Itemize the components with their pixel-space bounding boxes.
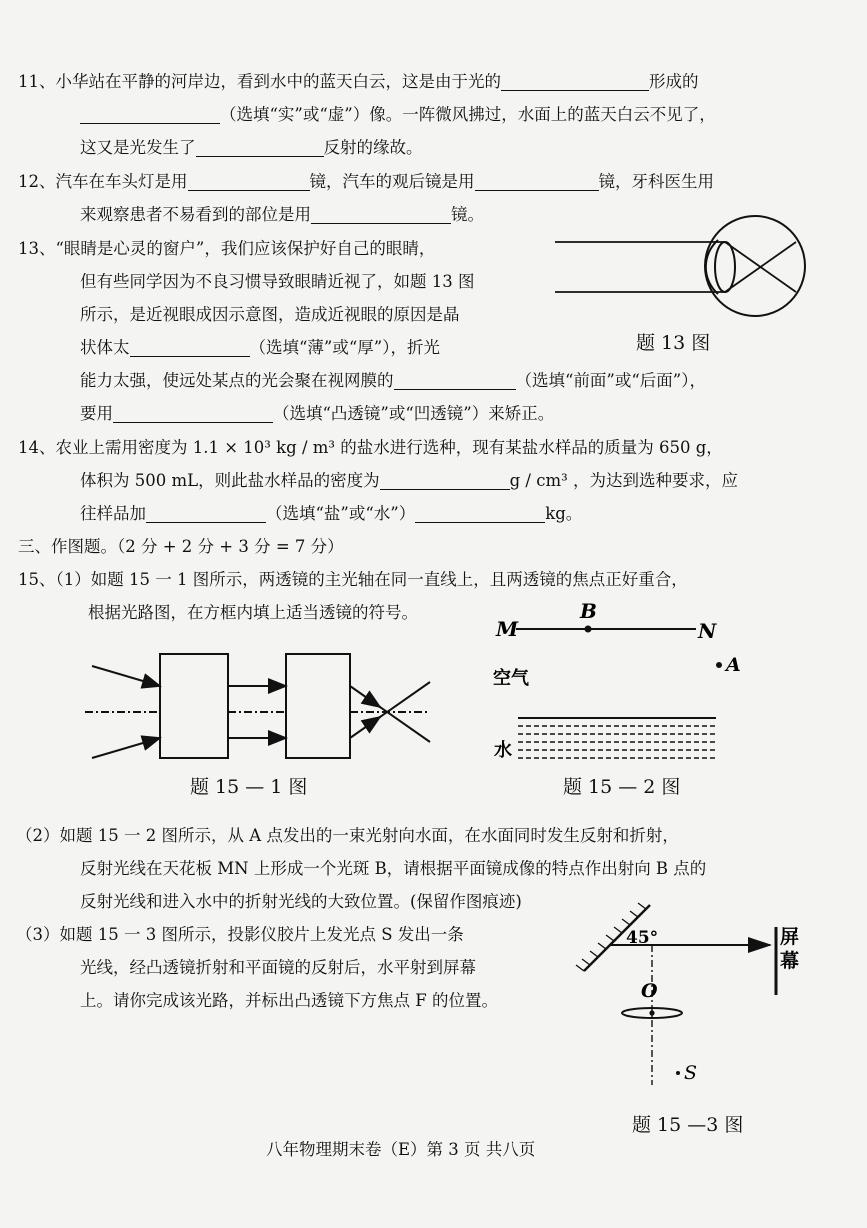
q12-blank-2[interactable] <box>475 172 599 191</box>
lens-box-2[interactable] <box>286 654 350 758</box>
q11-text-d: 这又是光发生了 <box>80 138 196 157</box>
q14-blank-2[interactable] <box>146 504 266 523</box>
q15-p3-line3: 上。请你完成该光路，并标出凸透镜下方焦点 F 的位置。 <box>80 991 498 1010</box>
q15-p1-line2: 根据光路图，在方框内填上适当透镜的符号。 <box>88 603 418 622</box>
q14-blank-1[interactable] <box>380 471 510 490</box>
section-3-heading: 三、作图题。（2 分 + 2 分 + 3 分 = 7 分） <box>18 537 344 556</box>
q13-text-a: 状体太 <box>80 338 130 357</box>
q15-p3-line2: 光线，经凸透镜折射和平面镜的反射后，水平射到屏幕 <box>80 958 476 977</box>
fig13-caption: 题 13 图 <box>636 332 711 354</box>
q12-text-d: 来观察患者不易看到的部位是用 <box>80 205 311 224</box>
q12-text-e: 镜。 <box>451 205 484 224</box>
screen-label-1: 屏 <box>780 926 800 948</box>
q11-text-a: 11、小华站在平静的河岸边，看到水中的蓝天白云，这是由于光的 <box>18 72 501 91</box>
q13-line1: 13、“眼睛是心灵的窗户”，我们应该保护好自己的眼睛， <box>18 239 436 258</box>
q13-text-c: 能力太强，使远处某点的光会聚在视网膜的 <box>80 371 394 390</box>
q13-line5 <box>80 369 706 393</box>
q13-line3: 所示，是近视眼成因示意图，造成近视眼的原因是晶 <box>80 305 460 324</box>
q11-line3 <box>80 136 423 160</box>
exit-ray-2 <box>350 682 430 738</box>
label-S: S <box>684 1062 698 1084</box>
q13-text-e: 要用 <box>80 404 113 423</box>
q13-blank-1[interactable] <box>130 338 250 357</box>
eye-lens <box>715 242 735 292</box>
q14-text-d: （选填“盐”或“水”） <box>266 504 416 523</box>
exit-arrow-2 <box>365 717 380 727</box>
q15-p2-line1: （2）如题 15 一 2 图所示，从 A 点发出的一束光射向水面，在水面同时发生反射和折射， <box>16 826 679 845</box>
q14-line1: 14、农业上需用密度为 1.1 × 10³ kg / m³ 的盐水进行选种，现有某盐水样品的质量为 650 g， <box>18 438 723 457</box>
projector-diagram <box>570 905 815 1090</box>
q11-text-e: 反射的缘故。 <box>323 138 423 157</box>
screen-label-2: 幕 <box>780 950 800 972</box>
q15-p2-line2: 反射光线在天花板 MN 上形成一个光斑 B，请根据平面镜成像的特点作出射向 B 点的 <box>80 859 707 878</box>
q14-text-c: 往样品加 <box>80 504 146 523</box>
q13-line2: 但有些同学因为不良习惯导致眼睛近视了，如题 13 图 <box>80 272 475 291</box>
q14-text-b: g / cm³ ，为达到选种要求，应 <box>509 471 738 490</box>
q11-blank-1[interactable] <box>501 72 649 91</box>
q14-blank-3[interactable] <box>415 504 545 523</box>
q11-text-b: 形成的 <box>649 72 699 91</box>
point-S-dot <box>676 1071 680 1075</box>
q13-text-d: （选填“前面”或“后面”）， <box>515 371 706 390</box>
fig15-1-caption: 题 15 — 1 图 <box>190 776 308 798</box>
q14-text-a: 体积为 500 mL，则此盐水样品的密度为 <box>80 471 380 490</box>
label-air: 空气 <box>493 668 529 689</box>
q12-line2 <box>80 203 484 227</box>
q11-text-c: （选填“实”或“虚”）像。一阵微风拂过，水面上的蓝天白云不见了， <box>220 105 716 124</box>
q14-text-e: kg。 <box>545 504 583 523</box>
q11-blank-3[interactable] <box>196 138 324 157</box>
q15-p3-line1: （3）如题 15 一 3 图所示，投影仪胶片上发光点 S 发出一条 <box>16 925 464 944</box>
q11-line2 <box>80 103 716 127</box>
q12-blank-1[interactable] <box>188 172 310 191</box>
q13-text-f: （选填“凸透镜”或“凹透镜”）来矫正。 <box>273 404 555 423</box>
reflection-diagram <box>490 599 750 770</box>
q13-blank-2[interactable] <box>394 371 516 390</box>
q15-p1-line1: 15、（1）如题 15 一 1 图所示，两透镜的主光轴在同一直线上，且两透镜的焦点正好重合， <box>18 570 688 589</box>
q12-blank-3[interactable] <box>311 205 451 224</box>
label-M: M <box>496 617 519 641</box>
point-B-dot <box>585 626 592 633</box>
q12-line1 <box>18 170 714 194</box>
label-water: 水 <box>494 740 512 761</box>
lens-box-1[interactable] <box>160 654 228 758</box>
q12-text-b: 镜，汽车的观后镜是用 <box>309 172 475 191</box>
eyeball <box>705 216 805 316</box>
incident-ray-top <box>92 666 160 686</box>
lens-center <box>649 1010 654 1015</box>
q12-text-a: 12、汽车在车头灯是用 <box>18 172 188 191</box>
exit-arrow-1 <box>365 697 380 707</box>
point-A-dot <box>716 662 722 668</box>
label-B: B <box>580 599 597 623</box>
q12-text-c: 镜，牙科医生用 <box>598 172 714 191</box>
q13-text-b: （选填“薄”或“厚”），折光 <box>249 338 440 357</box>
fig15-3-caption: 题 15 —3 图 <box>632 1114 744 1136</box>
q13-line6 <box>80 402 554 426</box>
q13-line4 <box>80 336 440 360</box>
label-N: N <box>698 619 717 643</box>
lens-diagram <box>80 640 440 770</box>
q11-line1 <box>18 70 699 94</box>
q13-blank-3[interactable] <box>113 404 273 423</box>
q15-p2-line3: 反射光线和进入水中的折射光线的大致位置。(保留作图痕迹) <box>80 892 522 911</box>
q14-line3 <box>80 502 582 526</box>
q11-blank-2[interactable] <box>80 105 220 124</box>
angle-label: 45° <box>626 928 659 948</box>
label-O: O <box>641 980 658 1002</box>
page-footer: 八年物理期末卷（E）第 3 页 共八页 <box>266 1140 536 1159</box>
label-A: A <box>726 654 741 676</box>
eye-diagram <box>550 208 820 328</box>
exit-ray-1 <box>350 686 430 742</box>
q14-line2 <box>80 469 738 493</box>
fig15-2-caption: 题 15 — 2 图 <box>563 776 681 798</box>
incident-ray-bottom <box>92 738 160 758</box>
